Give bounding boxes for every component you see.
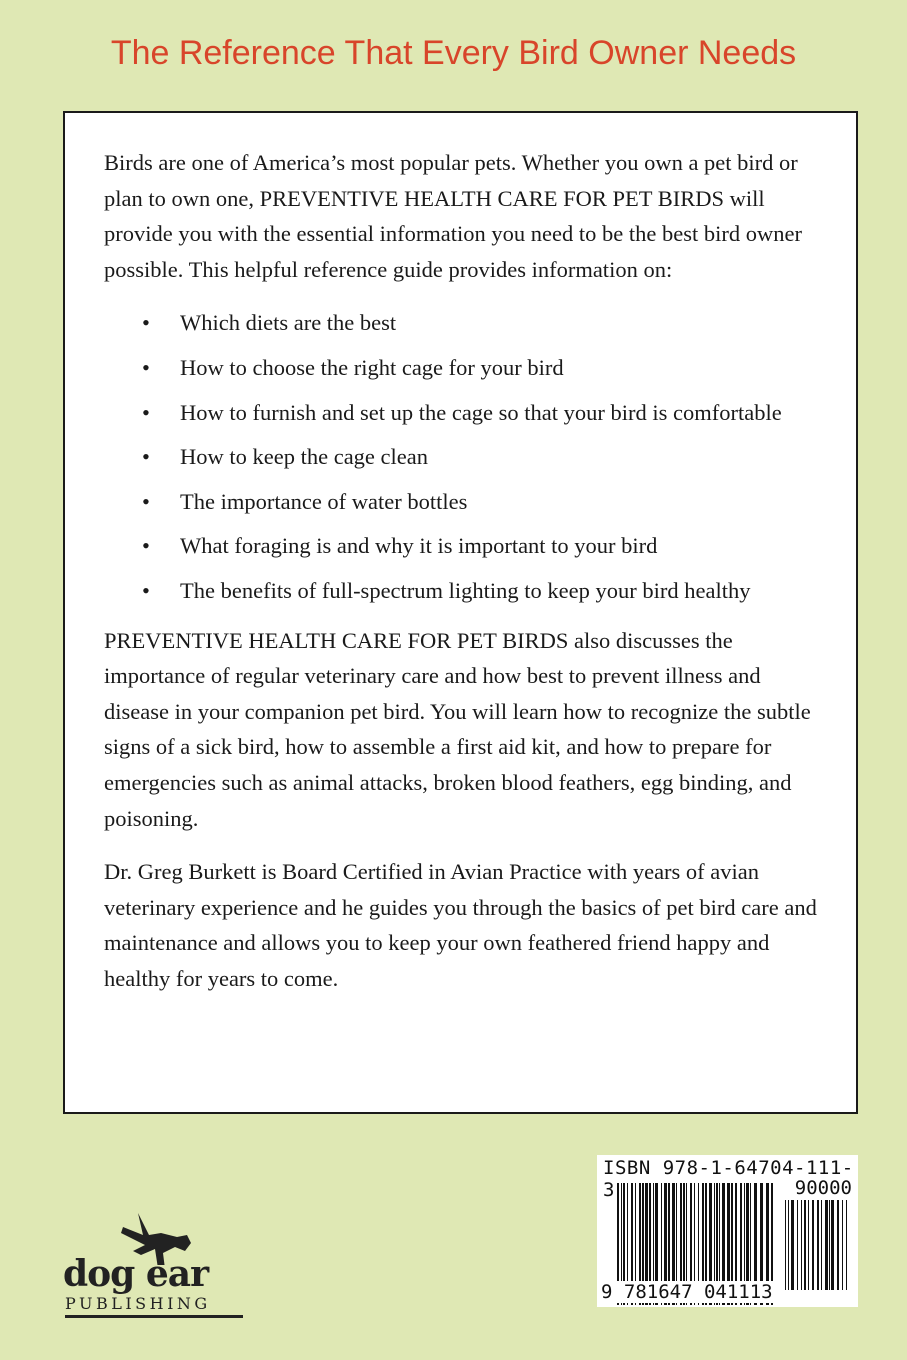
list-item (104, 305, 824, 341)
barcode-digits: 9 781647 041113 (601, 1281, 773, 1303)
isbn-barcode (597, 1155, 858, 1307)
bullet-icon: • (142, 577, 150, 603)
publisher-logo (63, 1215, 253, 1320)
list-item (104, 573, 824, 609)
list-item-text: What foraging is and why it is important to your bird (180, 533, 658, 559)
list-item (104, 528, 824, 564)
cover-headline: The Reference That Every Bird Owner Needs (110, 34, 797, 72)
barcode-bar (804, 1200, 806, 1290)
author-paragraph: Dr. Greg Burkett is Board Certified in Avian Practice with years of avian veterinary experience and he guides you through the basics of pet bird care and maintenance and allows you to keep your own feathered friend happy and healthy for years to come. (104, 859, 817, 991)
barcode-bar (837, 1200, 839, 1290)
topic-list (104, 305, 824, 608)
barcode-bar (831, 1200, 834, 1290)
list-item-text: How to furnish and set up the cage so that your bird is comfortable (180, 399, 782, 425)
barcode-bar (817, 1200, 819, 1290)
second-paragraph: PREVENTIVE HEALTH CARE FOR PET BIRDS also discusses the importance of regular veterinary care and how best to prevent illness and disease in your companion pet bird. You will learn how to recognize the subtle signs of a sick bird, how to assemble a first aid kit, and how to prepare for emergencies such as animal attacks, broken blood feathers, egg binding, and poisoning. (104, 627, 811, 831)
list-item (104, 439, 824, 475)
list-item-text: Which diets are the best (180, 310, 397, 336)
barcode-bar (785, 1200, 786, 1290)
price-addon: 90000 (794, 1177, 852, 1199)
description-panel (63, 111, 858, 1114)
list-item-text: How to keep the cage clean (180, 444, 429, 470)
bullet-icon: • (142, 533, 150, 559)
publisher-name: dog ear (63, 1253, 209, 1295)
barcode-bar (829, 1200, 830, 1290)
isbn-text: ISBN 978-1-64704-111-3 (603, 1157, 854, 1201)
barcode-bar (808, 1200, 809, 1290)
bullet-icon: • (142, 354, 150, 380)
barcode-bar (801, 1200, 802, 1290)
list-item-text: The benefits of full-spectrum lighting to keep your bird healthy (180, 577, 751, 603)
list-item-text: How to choose the right cage for your bird (180, 354, 564, 380)
list-item (104, 395, 824, 431)
barcode-bar (797, 1200, 798, 1290)
barcode-bar (788, 1200, 789, 1290)
list-item (104, 484, 824, 520)
bullet-icon: • (142, 444, 150, 470)
barcode-bar (791, 1200, 794, 1290)
bullet-icon: • (142, 399, 150, 425)
barcode-bar (846, 1200, 847, 1290)
bullet-icon: • (142, 488, 150, 514)
logo-underline (65, 1315, 243, 1318)
barcode-bar (825, 1200, 828, 1290)
barcode-bar (812, 1200, 814, 1290)
barcode-bar (821, 1200, 822, 1290)
barcode-bar (842, 1200, 843, 1290)
list-item-text: The importance of water bottles (180, 488, 468, 514)
publisher-sub: PUBLISHING (65, 1294, 211, 1313)
list-item (104, 350, 824, 386)
intro-paragraph: Birds are one of America’s most popular pets. Whether you own a pet bird or plan to own one, PREVENTIVE HEALTH CARE FOR PET BIRDS will provide you with the essential information you need to be the best bird owner possible. This helpful reference guide provides information on: (104, 150, 802, 282)
bullet-icon: • (142, 310, 150, 336)
